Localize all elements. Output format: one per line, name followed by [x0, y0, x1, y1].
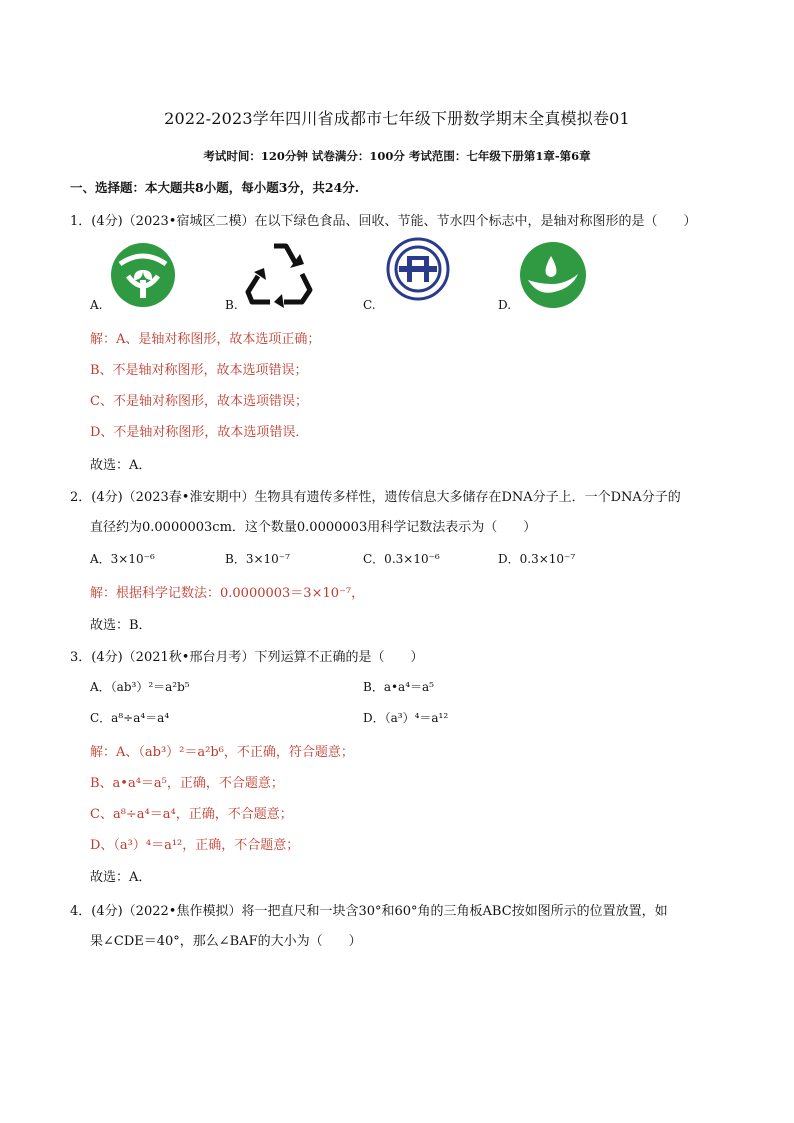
- q1-option-d: D.: [498, 298, 512, 312]
- q3-option-c: C．a⁸÷a⁴＝a⁴: [90, 711, 170, 725]
- q3-solution-line: C、a⁸÷a⁴＝a⁴，正确，不合题意；: [90, 807, 293, 822]
- q2-answer: 故选：B．: [90, 618, 152, 633]
- question-4-text-cont: 果∠CDE＝40°，那么∠BAF的大小为（ ）: [90, 934, 362, 949]
- exam-info: 考试时间：120分钟 试卷满分：100分 考试范围：七年级下册第1章-第6章: [203, 149, 591, 163]
- energy-saving-logo-icon: [385, 236, 451, 302]
- question-1-text: 1．(4分)（2023•宿城区二模）在以下绿色食品、回收、节能、节水四个标志中，是轴对称图形的是（ ）: [70, 214, 697, 229]
- q1-solution-line: C、不是轴对称图形，故本选项错误；: [90, 394, 308, 409]
- question-4-text: 4．(4分)（2022•焦作模拟）将一把直尺和一块含30°和60°角的三角板ABC按如图所示的位置放置，如: [70, 904, 668, 919]
- q2-option-b: B．3×10⁻⁷: [225, 552, 290, 566]
- q1-option-b: B.: [225, 298, 238, 312]
- q2-option-c: C．0.3×10⁻⁶: [363, 552, 440, 566]
- q1-answer: 故选：A．: [90, 458, 152, 473]
- page-title: 2022-2023学年四川省成都市七年级下册数学期末全真模拟卷01: [164, 109, 630, 128]
- q3-option-a: A．（ab³）²＝a²b⁵: [90, 680, 190, 694]
- question-3-text: 3．(4分)（2021秋•邢台月考）下列运算不正确的是（ ）: [70, 650, 424, 665]
- green-food-logo-icon: [108, 240, 178, 310]
- section-heading: 一、选择题：本大题共8小题，每小题3分，共24分.: [70, 180, 360, 195]
- question-2-text-cont: 直径约为0.0000003cm．这个数量0.0000003用科学记数法表示为（ ）: [90, 520, 537, 535]
- q3-solution-line: 解：A、（ab³）²＝a²b⁶，不正确，符合题意；: [90, 745, 354, 760]
- q2-option-d: D．0.3×10⁻⁷: [498, 552, 576, 566]
- q2-option-a: A．3×10⁻⁶: [90, 552, 155, 566]
- q3-option-b: B．a•a⁴＝a⁵: [363, 680, 434, 694]
- q3-answer: 故选：A．: [90, 870, 152, 885]
- question-2-text: 2．(4分)（2023春•淮安期中）生物具有遗传多样性，遗传信息大多储存在DNA分子上．一个DNA分子的: [70, 490, 681, 505]
- q1-solution-line: D、不是轴对称图形，故本选项错误．: [90, 425, 309, 440]
- q1-solution-line: 解：A、是轴对称图形，故本选项正确；: [90, 332, 321, 347]
- q2-solution-line: 解：根据科学记数法：0.0000003＝3×10⁻⁷，: [90, 586, 365, 601]
- q1-solution-line: B、不是轴对称图形，故本选项错误；: [90, 363, 308, 378]
- water-saving-logo-icon: [518, 240, 588, 310]
- q3-solution-line: B、a•a⁴＝a⁵，正确，不合题意；: [90, 776, 284, 791]
- recycle-logo-icon: [244, 240, 316, 308]
- q3-option-d: D．（a³）⁴＝a¹²: [363, 711, 449, 725]
- q1-option-a: A.: [90, 298, 103, 312]
- q1-option-c: C.: [363, 298, 376, 312]
- q3-solution-line: D、（a³）⁴＝a¹²，正确，不合题意；: [90, 838, 300, 853]
